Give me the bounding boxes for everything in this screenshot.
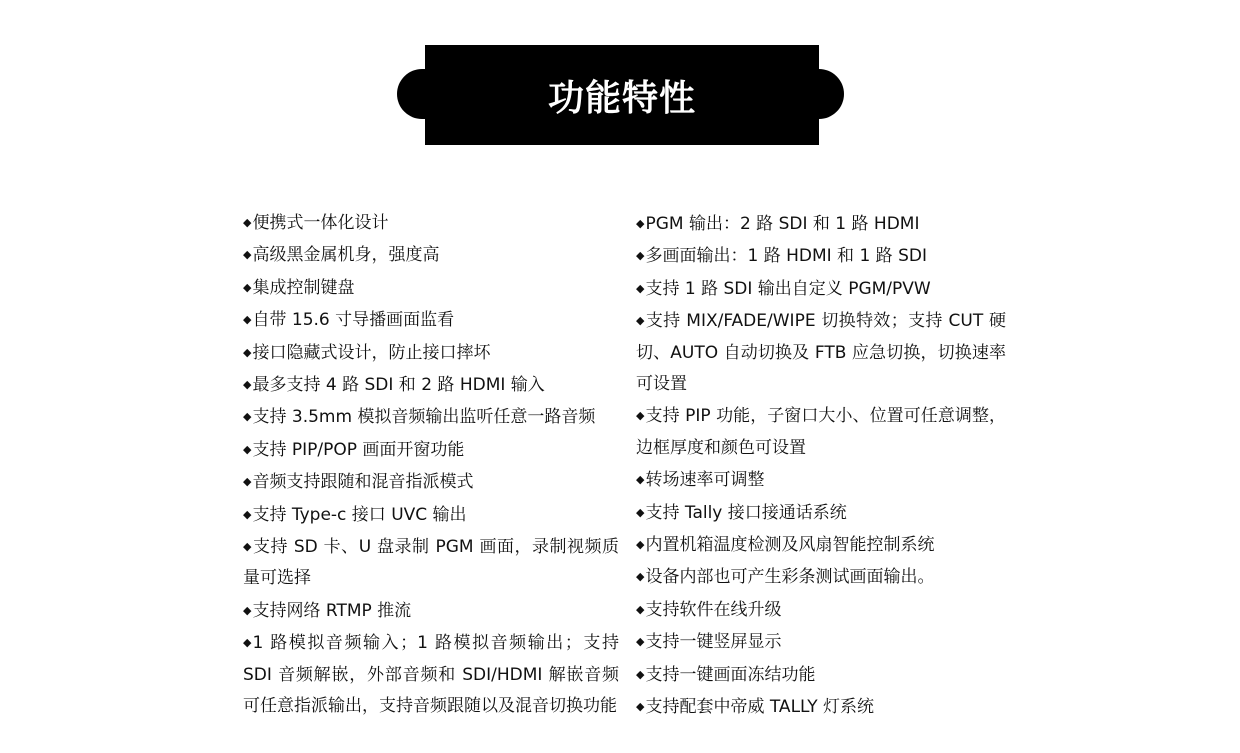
feature-item bbox=[636, 208, 1006, 240]
bullet-icon: ◆ bbox=[636, 602, 645, 616]
feature-item bbox=[636, 659, 1006, 691]
feature-list-right bbox=[636, 208, 1006, 724]
bullet-icon: ◆ bbox=[243, 345, 252, 359]
bullet-icon: ◆ bbox=[243, 280, 252, 294]
feature-text: 接口隐藏式设计，防止接口摔坏 bbox=[252, 342, 491, 363]
feature-item bbox=[636, 305, 1006, 400]
feature-text: 支持配套中帝威 TALLY 灯系统 bbox=[645, 697, 875, 718]
bullet-icon: ◆ bbox=[243, 636, 252, 650]
bullet-icon: ◆ bbox=[243, 248, 252, 262]
bullet-icon: ◆ bbox=[636, 635, 645, 649]
feature-text: 支持软件在线升级 bbox=[645, 599, 782, 620]
feature-item bbox=[243, 272, 619, 304]
bullet-icon: ◆ bbox=[636, 409, 645, 423]
bullet-icon: ◆ bbox=[243, 410, 252, 424]
bullet-icon: ◆ bbox=[636, 538, 645, 552]
feature-text: PGM 输出：2 路 SDI 和 1 路 HDMI bbox=[645, 214, 920, 234]
feature-text: 高级黑金属机身，强度高 bbox=[252, 245, 440, 266]
feature-text: 支持 PIP 功能，子窗口大小、位置可任意调整，边框厚度和颜色可设置 bbox=[636, 406, 1006, 458]
bullet-icon: ◆ bbox=[636, 281, 645, 295]
feature-text: 集成控制键盘 bbox=[252, 277, 355, 298]
bullet-icon: ◆ bbox=[243, 216, 252, 229]
feature-text: 支持 1 路 SDI 输出自定义 PGM/PVW bbox=[645, 278, 931, 299]
feature-item bbox=[636, 594, 1006, 626]
feature-item bbox=[243, 627, 619, 722]
bullet-icon: ◆ bbox=[636, 700, 645, 714]
feature-text: 音频支持跟随和混音指派模式 bbox=[252, 472, 474, 493]
feature-text: 1 路模拟音频输入；1 路模拟音频输出；支持 SDI 音频解嵌，外部音频和 SDI/HDMI 解嵌音频可任意指派输出，支持音频跟随以及混音切换功能 bbox=[243, 633, 619, 717]
feature-item bbox=[243, 207, 619, 239]
feature-item bbox=[243, 369, 619, 401]
feature-text: 支持 Type-c 接口 UVC 输出 bbox=[252, 504, 467, 525]
feature-item bbox=[243, 434, 619, 466]
feature-text: 最多支持 4 路 SDI 和 2 路 HDMI 输入 bbox=[252, 375, 545, 396]
bullet-icon: ◆ bbox=[243, 313, 252, 327]
feature-item bbox=[636, 464, 1006, 496]
bullet-icon: ◆ bbox=[243, 442, 252, 456]
feature-text: 支持 PIP/POP 画面开窗功能 bbox=[252, 439, 465, 460]
bullet-icon: ◆ bbox=[243, 507, 252, 521]
feature-item bbox=[243, 239, 619, 271]
feature-item bbox=[636, 691, 1006, 723]
banner-body bbox=[425, 45, 819, 145]
feature-text: 设备内部也可产生彩条测试画面输出。 bbox=[645, 567, 935, 588]
bullet-icon: ◆ bbox=[243, 603, 252, 617]
bullet-icon: ◆ bbox=[636, 570, 645, 584]
bullet-icon: ◆ bbox=[243, 475, 252, 489]
feature-item bbox=[243, 466, 619, 498]
feature-item bbox=[636, 497, 1006, 529]
feature-item bbox=[243, 337, 619, 369]
feature-item bbox=[636, 400, 1006, 464]
bullet-icon: ◆ bbox=[636, 505, 645, 519]
feature-item bbox=[243, 499, 619, 531]
feature-text: 支持 MIX/FADE/WIPE 切换特效；支持 CUT 硬切、AUTO 自动切换及 FTB 应急切换，切换速率可设置 bbox=[636, 311, 1006, 395]
title-banner bbox=[397, 45, 844, 145]
feature-text: 转场速率可调整 bbox=[645, 470, 765, 491]
feature-item bbox=[243, 304, 619, 336]
bullet-icon: ◆ bbox=[636, 249, 645, 263]
feature-item bbox=[636, 240, 1006, 272]
feature-text: 内置机箱温度检测及风扇智能控制系统 bbox=[645, 535, 935, 556]
feature-item bbox=[636, 529, 1006, 561]
bullet-icon: ◆ bbox=[636, 667, 645, 681]
bullet-icon: ◆ bbox=[243, 540, 252, 554]
feature-text: 支持 Tally 接口接通话系统 bbox=[645, 502, 847, 523]
bullet-icon: ◆ bbox=[243, 378, 252, 392]
feature-text: 支持 3.5mm 模拟音频输出监听任意一路音频 bbox=[252, 407, 596, 428]
page-title: 功能特性 bbox=[547, 77, 696, 119]
feature-text: 自带 15.6 寸导播画面监看 bbox=[252, 310, 455, 331]
feature-text: 支持一键画面冻结功能 bbox=[645, 664, 816, 685]
feature-item bbox=[636, 561, 1006, 593]
feature-item bbox=[243, 531, 619, 595]
feature-list-left bbox=[243, 207, 619, 723]
feature-text: 支持网络 RTMP 推流 bbox=[252, 600, 412, 621]
feature-text: 多画面输出：1 路 HDMI 和 1 路 SDI bbox=[645, 246, 927, 267]
feature-text: 支持 SD 卡、U 盘录制 PGM 画面，录制视频质量可选择 bbox=[243, 537, 619, 589]
feature-item bbox=[636, 626, 1006, 658]
feature-text: 支持一键竖屏显示 bbox=[645, 632, 782, 653]
feature-text: 便携式一体化设计 bbox=[252, 213, 389, 233]
bullet-icon: ◆ bbox=[636, 473, 645, 487]
bullet-icon: ◆ bbox=[636, 314, 645, 328]
feature-item bbox=[243, 401, 619, 433]
bullet-icon: ◆ bbox=[636, 217, 645, 230]
feature-item bbox=[636, 273, 1006, 305]
feature-item bbox=[243, 595, 619, 627]
